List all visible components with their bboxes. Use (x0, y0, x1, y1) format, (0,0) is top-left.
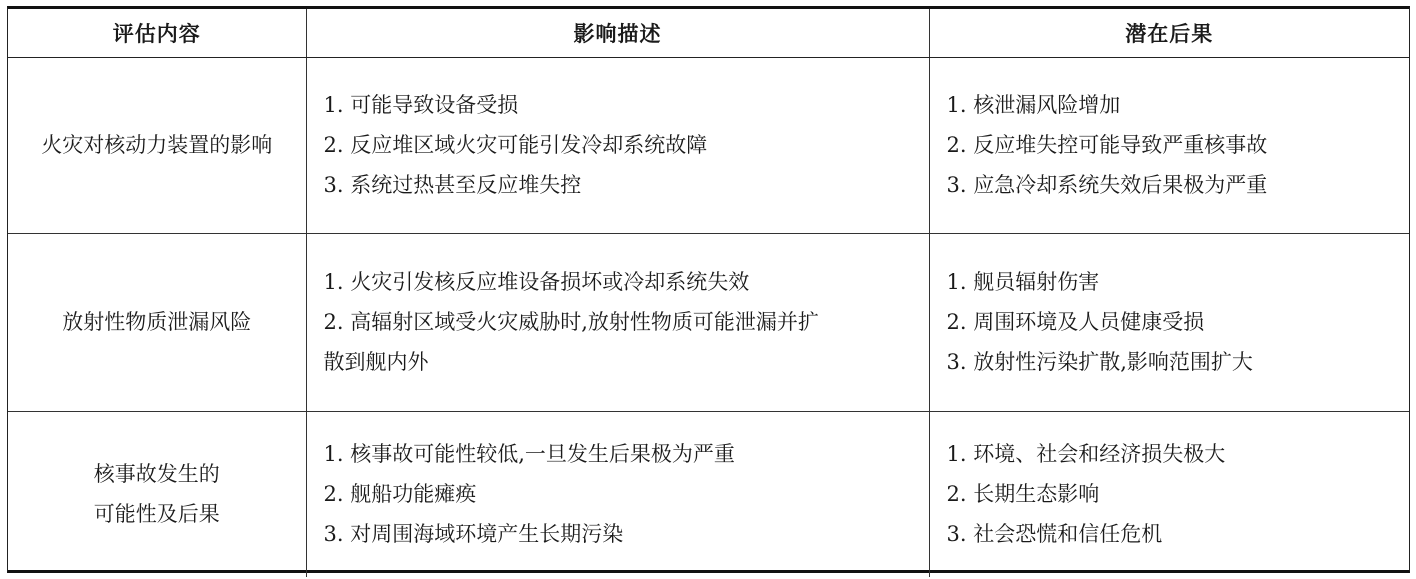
consequence-item: 2. 周围环境及人员健康受损 (946, 310, 1205, 334)
consequence-item: 1. 环境、社会和经济损失极大 (946, 442, 1226, 467)
impact-item: 1. 核事故可能性较低,一旦发生后果极为严重 (323, 442, 735, 467)
consequence-item: 1. 核泄漏风险增加 (946, 93, 1121, 117)
row-content-line: 放射性物质泄漏风险 (62, 310, 252, 334)
row-content-line: 核事故发生的 (93, 462, 220, 487)
row-content-line: 火灾对核动力装置的影响 (41, 133, 273, 157)
consequence-item: 2. 长期生态影响 (946, 482, 1100, 507)
assessment-table (7, 6, 1410, 573)
table-row (8, 57, 1409, 233)
assessment-table-grid (8, 9, 1409, 577)
consequence-item: 3. 放射性污染扩散,影响范围扩大 (946, 350, 1253, 374)
impact-cell (306, 57, 929, 233)
row-content-cell (8, 233, 306, 411)
impact-item: 1. 可能导致设备受损 (323, 93, 519, 117)
impact-cell (306, 233, 929, 411)
header-impact: 影响描述 (306, 9, 929, 57)
impact-item: 2. 反应堆区域火灾可能引发冷却系统故障 (323, 133, 708, 157)
table-row (8, 411, 1409, 577)
consequence-cell (929, 411, 1409, 577)
row-content-line: 可能性及后果 (93, 502, 220, 527)
consequence-item: 3. 应急冷却系统失效后果极为严重 (946, 173, 1268, 197)
impact-item: 2. 高辐射区域受火灾威胁时,放射性物质可能泄漏并扩 (323, 310, 819, 334)
impact-item: 散到舰内外 (323, 350, 429, 374)
row-content-cell (8, 57, 306, 233)
header-content: 评估内容 (8, 9, 306, 57)
impact-item: 3. 对周围海域环境产生长期污染 (323, 522, 624, 547)
header-row (8, 9, 1409, 57)
consequence-item: 3. 社会恐慌和信任危机 (946, 522, 1163, 547)
consequence-item: 1. 舰员辐射伤害 (946, 270, 1100, 294)
impact-item: 1. 火灾引发核反应堆设备损坏或冷却系统失效 (323, 270, 750, 294)
impact-item: 2. 舰船功能瘫痪 (323, 482, 477, 507)
consequence-cell (929, 233, 1409, 411)
row-content-cell (8, 411, 306, 577)
header-consequence: 潜在后果 (929, 9, 1409, 57)
impact-cell (306, 411, 929, 577)
consequence-cell (929, 57, 1409, 233)
impact-item: 3. 系统过热甚至反应堆失控 (323, 173, 582, 197)
table-row (8, 233, 1409, 411)
consequence-item: 2. 反应堆失控可能导致严重核事故 (946, 133, 1268, 157)
